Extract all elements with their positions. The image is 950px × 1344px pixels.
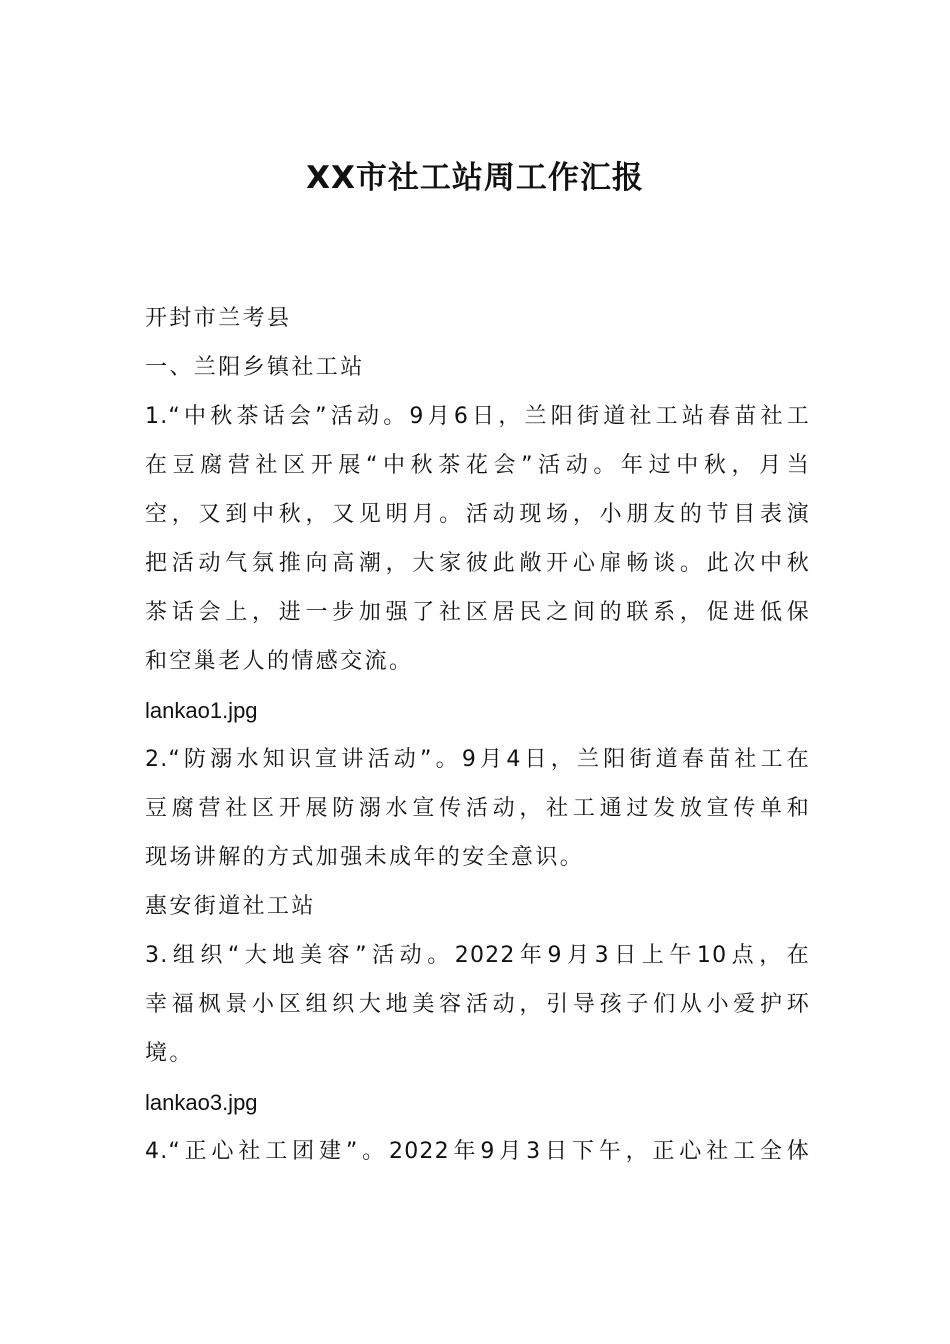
- document-text-line: 豆腐营社区开展防溺水宣传活动，社工通过发放宣传单和: [145, 796, 810, 821]
- document-text-line: 在豆腐营社区开展“中秋茶花会”活动。年过中秋，月当: [145, 453, 810, 478]
- document-text-line: 茶话会上，进一步加强了社区居民之间的联系，促进低保: [145, 600, 810, 625]
- image-filename-text: lankao1.jpg: [145, 698, 258, 723]
- document-text-line: 把活动气氛推向高潮，大家彼此敞开心扉畅谈。此次中秋: [145, 551, 810, 576]
- document-text-line: 和空巢老人的情感交流。: [145, 649, 414, 674]
- document-text-line: 惠安街道社工站: [145, 894, 316, 919]
- image-filename-text: lankao3.jpg: [145, 1090, 258, 1115]
- document-text-line: 空，又到中秋，又见明月。活动现场，小朋友的节目表演: [145, 502, 810, 527]
- document-text-line: 一、兰阳乡镇社工站: [145, 355, 365, 380]
- document-text-line: 2.“防溺水知识宣讲活动”。9月4日，兰阳街道春苗社工在: [145, 747, 810, 772]
- document-title: XX市社工站周工作汇报: [306, 160, 644, 196]
- document-text-line: 3.组织“大地美容”活动。2022年9月3日上午10点，在: [145, 943, 810, 968]
- document-text-line: 幸福枫景小区组织大地美容活动，引导孩子们从小爱护环: [145, 992, 810, 1017]
- document-text-line: 1.“中秋茶话会”活动。9月6日，兰阳街道社工站春苗社工: [145, 404, 810, 429]
- document-text-line: 4.“正心社工团建”。2022年9月3日下午，正心社工全体: [145, 1139, 810, 1164]
- document-body: [145, 294, 810, 1176]
- document-text-line: 现场讲解的方式加强未成年的安全意识。: [145, 845, 585, 870]
- document-text-line: 开封市兰考县: [145, 306, 292, 331]
- document-text-line: 境。: [145, 1041, 194, 1066]
